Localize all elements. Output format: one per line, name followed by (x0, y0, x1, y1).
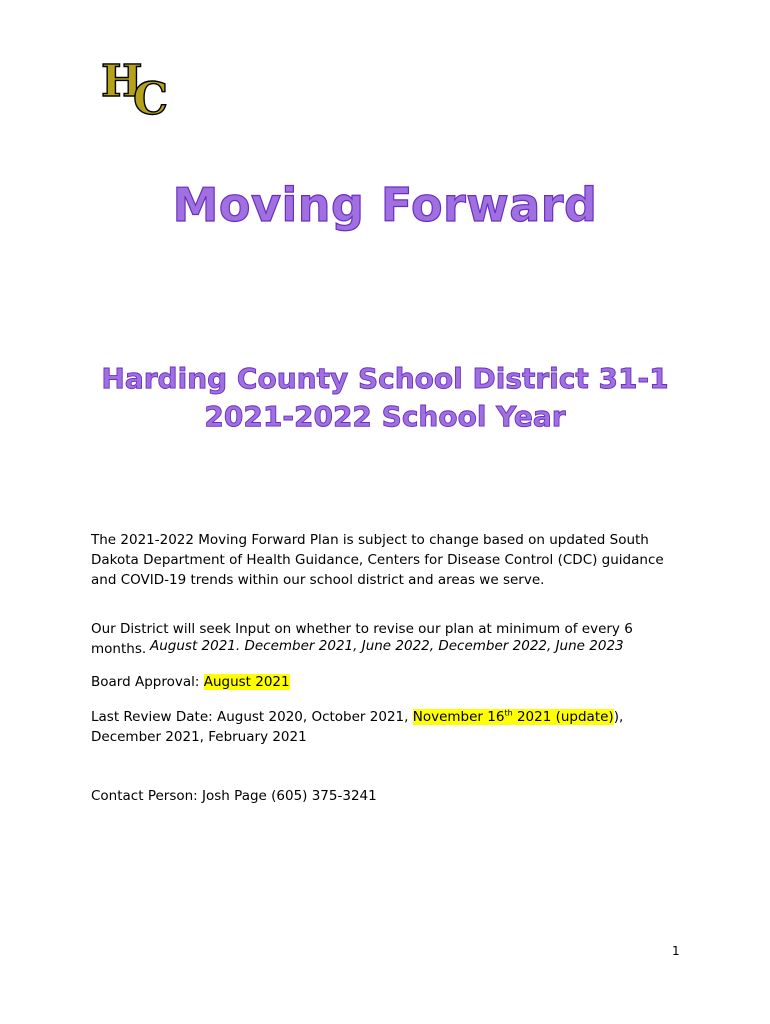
logo-letter-c: C (133, 74, 169, 125)
board-approval-date: August 2021 (203, 674, 290, 690)
contact-line (91, 786, 691, 806)
highlight-ordinal: th (504, 708, 513, 718)
review-schedule: August 2021. December 2021, June 2022, December 2022, June 2023 (150, 638, 624, 654)
last-review-label: Last Review Date: (91, 709, 213, 725)
contact-label: Contact Person: (91, 788, 198, 804)
last-review-close: ), (613, 709, 624, 725)
board-approval-line (91, 672, 691, 692)
highlight-update: 2021 (update) (512, 709, 614, 725)
page-number: 1 (672, 944, 680, 958)
board-approval-label: Board Approval: (91, 674, 200, 690)
input-paragraph: Our District will seek Input on whether to revise our plan at minimum of every 6 months. (91, 621, 633, 657)
document-title: Moving Forward (172, 178, 598, 232)
intro-paragraph: The 2021-2022 Moving Forward Plan is subject to change based on updated South Dakota Department of Health Guidance, Centers for Disease Control (CDC) guidance and COVID-19 trends within our school district and areas we serve. (91, 532, 664, 588)
last-review-line (91, 707, 691, 747)
district-name: Harding County School District 31-1 (101, 362, 669, 395)
school-year: 2021-2022 School Year (204, 400, 566, 433)
last-review-line2: December 2021, February 2021 (91, 729, 307, 745)
last-review-highlight (413, 709, 614, 725)
contact-value: Josh Page (605) 375-3241 (202, 788, 377, 804)
district-logo (101, 56, 173, 125)
last-review-dates: August 2020, October 2021, (216, 709, 409, 725)
highlight-date: November 16 (412, 709, 505, 725)
logo-letter-h: H (101, 56, 143, 107)
